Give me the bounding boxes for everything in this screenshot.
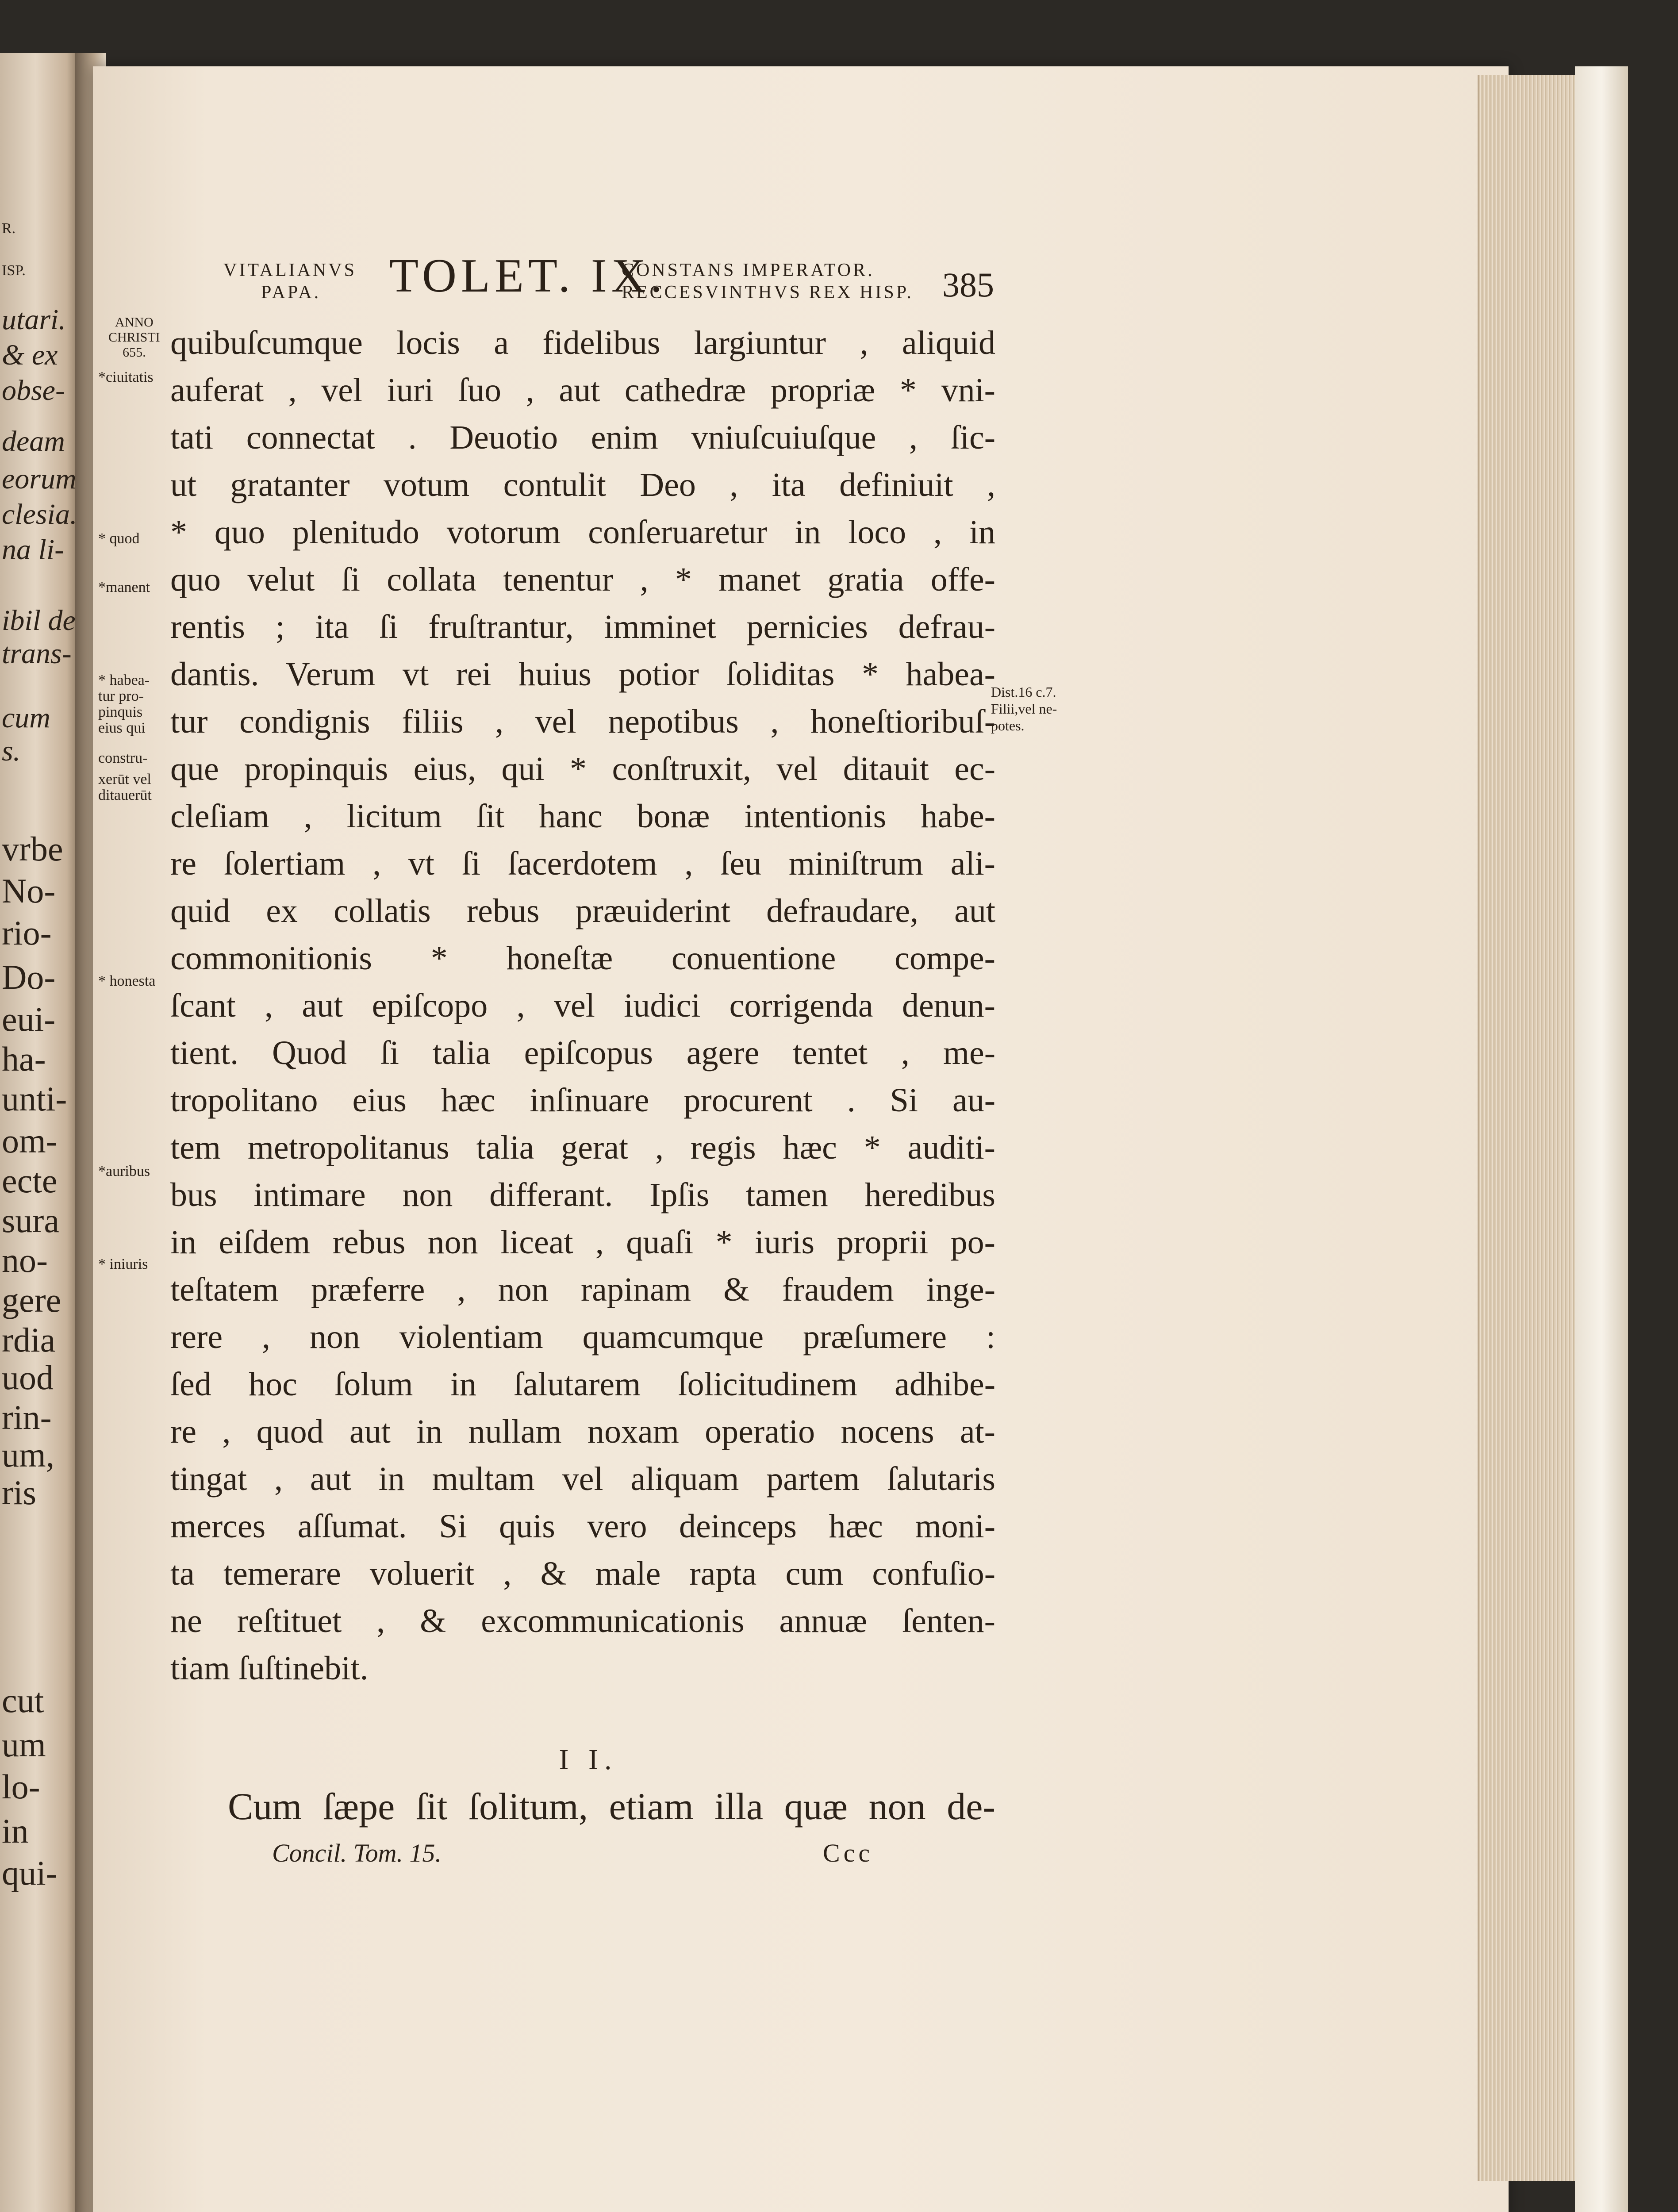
left-page-fragment: ecte [2, 1161, 58, 1200]
canon-text [170, 319, 995, 1692]
margin-note-right: Dist.16 c.7. [991, 684, 1056, 700]
text-line: rentis ; ita ſi fruſtrantur, imminet pernicies defrau- [170, 608, 995, 645]
text-line: commonitionis * honeſtæ conuentione compe- [170, 940, 995, 977]
margin-note-left: constru- [98, 750, 148, 766]
left-page-fragment: ISP. [2, 262, 26, 279]
left-page-fragment: uod [2, 1358, 54, 1397]
text-line: * quo plenitudo votorum conſeruaretur in loco , in [170, 514, 995, 551]
text-line: tem metropolitanus talia gerat , regis hæc * auditi- [170, 1129, 995, 1166]
left-page-fragment: s. [2, 735, 21, 767]
margin-note-left: * quod [98, 530, 140, 547]
margin-note-right: Filii,vel ne- [991, 701, 1057, 717]
text-line: ta temerare voluerit , & male rapta cum confuſio- [170, 1555, 995, 1592]
text-line: ut gratanter votum contulit Deo , ita definiuit , [170, 466, 995, 503]
left-page-fragment: rin- [2, 1398, 52, 1436]
gathering-mark: Ccc [823, 1839, 874, 1867]
book-cover-edge [1575, 66, 1628, 2212]
text-line: dantis. Verum vt rei huius potior ſoliditas * habea- [170, 656, 995, 693]
left-page-fragment: no- [2, 1241, 48, 1279]
left-page-fragment: gere [2, 1281, 61, 1319]
left-page-fragment: cum [2, 702, 50, 734]
left-page-fragment: vrbe [2, 830, 63, 868]
year-note [108, 315, 160, 360]
margin-note-left: tur pro- [98, 688, 144, 704]
left-page-fragment: um, [2, 1436, 55, 1474]
text-line: ne reſtituet , & excommunicationis annuæ ſenten- [170, 1602, 995, 1640]
text-line: tropolitano eius hæc inſinuare procurent . Si au- [170, 1082, 995, 1119]
text-line: que propinquis eius, qui * conſtruxit, vel ditauit ec- [170, 750, 995, 787]
text-line: quo velut ſi collata tenentur , * manet gratia offe- [170, 561, 995, 598]
text-line: bus intimare non differant. Ipſis tamen heredibus [170, 1176, 995, 1214]
section-first-line: Cum ſæpe ſit ſolitum, etiam illa quæ non de- [228, 1785, 995, 1828]
left-page-fragment: R. [2, 220, 16, 237]
text-line: merces aſſumat. Si quis vero deinceps hæc moni- [170, 1508, 995, 1545]
left-page-fragment: cut [2, 1681, 44, 1720]
text-line: tiam ſuſtinebit. [170, 1650, 369, 1687]
margin-note-left: xerūt vel [98, 771, 151, 787]
left-page-fragment: ibil de [2, 604, 76, 637]
left-page-fragment: in [2, 1812, 29, 1850]
left-page-fragment: ris [2, 1473, 36, 1512]
left-page-fragment: rio- [2, 914, 52, 952]
left-page-fragment: deam [2, 425, 65, 457]
margin-note-left: pinquis [98, 704, 143, 720]
year-note-christi: CHRISTI [108, 330, 160, 345]
left-page-fragment: om- [2, 1121, 58, 1160]
margin-note-left: *auribus [98, 1163, 150, 1179]
volume-signature: Concil. Tom. 15. [272, 1839, 442, 1867]
text-line: rere , non violentiam quamcumque præſumere : [170, 1318, 995, 1356]
left-page-fragment: & ex [2, 339, 58, 371]
year-note-anno: ANNO [115, 315, 154, 330]
left-page-fragment: clesia. [2, 498, 77, 530]
text-line: tient. Quod ſi talia epiſcopus agere tentet , me- [170, 1034, 995, 1071]
left-page-fragment: eorum [2, 463, 77, 495]
text-line: quibuſcumque locis a fidelibus largiuntur , aliquid [170, 324, 995, 361]
text-line: ſcant , aut epiſcopo , vel iudici corrigenda denun- [170, 987, 995, 1024]
header-council-title: TOLET. IX. [389, 250, 667, 302]
text-line: quid ex collatis rebus præuiderint defraudare, aut [170, 892, 995, 929]
text-line: in eiſdem rebus non liceat , quaſi * iuris proprii po- [170, 1224, 995, 1261]
section-number: I I. [559, 1743, 618, 1776]
left-page-fragment: No- [2, 872, 56, 910]
text-line: teſtatem præferre , non rapinam & fraudem inge- [170, 1271, 995, 1308]
margin-note-left: * iniuris [98, 1256, 148, 1272]
left-page-fragment: lo- [2, 1767, 40, 1806]
left-page-fragment: rdia [2, 1321, 56, 1359]
header-pope-name: VITALIANVS [223, 260, 357, 280]
text-line: re , quod aut in nullam noxam operatio nocens at- [170, 1413, 995, 1450]
text-line: auferat , vel iuri ſuo , aut cathedræ propriæ * vni- [170, 372, 995, 409]
year-note-year: 655. [123, 345, 146, 360]
header-king: RECCESVINTHVS REX HISP. [622, 282, 914, 303]
left-page-fragment: qui- [2, 1854, 58, 1892]
margin-note-left: * honesta [98, 973, 156, 989]
left-page-fragment: ha- [2, 1040, 46, 1078]
left-page-fragment: trans- [2, 637, 72, 670]
margin-note-left: eius qui [98, 720, 146, 736]
text-line: tingat , aut in multam vel aliquam partem ſalutaris [170, 1460, 995, 1498]
text-line: re ſolertiam , vt ſi ſacerdotem , ſeu miniſtrum ali- [170, 845, 995, 882]
text-line: tati connectat . Deuotio enim vniuſcuiuſque , ſic- [170, 419, 995, 456]
text-line: tur condignis filiis , vel nepotibus , honeſtioribuſ- [170, 703, 995, 740]
left-page-fragment: eui- [2, 1000, 56, 1038]
left-page-fragment: Do- [2, 958, 56, 996]
text-line: ſed hoc ſolum in ſalutarem ſolicitudinem adhibe- [170, 1366, 995, 1403]
margin-note-left: * habea- [98, 672, 150, 688]
text-line: cleſiam , licitum ſit hanc bonæ intentionis habe- [170, 798, 995, 835]
margin-note-right: potes. [991, 718, 1025, 733]
header-pope-title: PAPA. [261, 282, 321, 303]
left-page-fragment: unti- [2, 1079, 67, 1118]
left-page-fragment: sura [2, 1201, 59, 1240]
left-page-text [0, 0, 79, 2212]
left-page-fragment: um [2, 1725, 46, 1764]
margin-note-left: *ciuitatis [98, 369, 154, 385]
page-number: 385 [942, 265, 994, 304]
left-page-fragment: na li- [2, 534, 65, 566]
left-page-fragment: utari. [2, 303, 66, 336]
margin-note-left: *manent [98, 579, 150, 595]
header-emperor: CONSTANS IMPERATOR. [622, 260, 875, 280]
margin-note-left: ditauerūt [98, 787, 152, 803]
left-page-fragment: obse- [2, 374, 65, 407]
